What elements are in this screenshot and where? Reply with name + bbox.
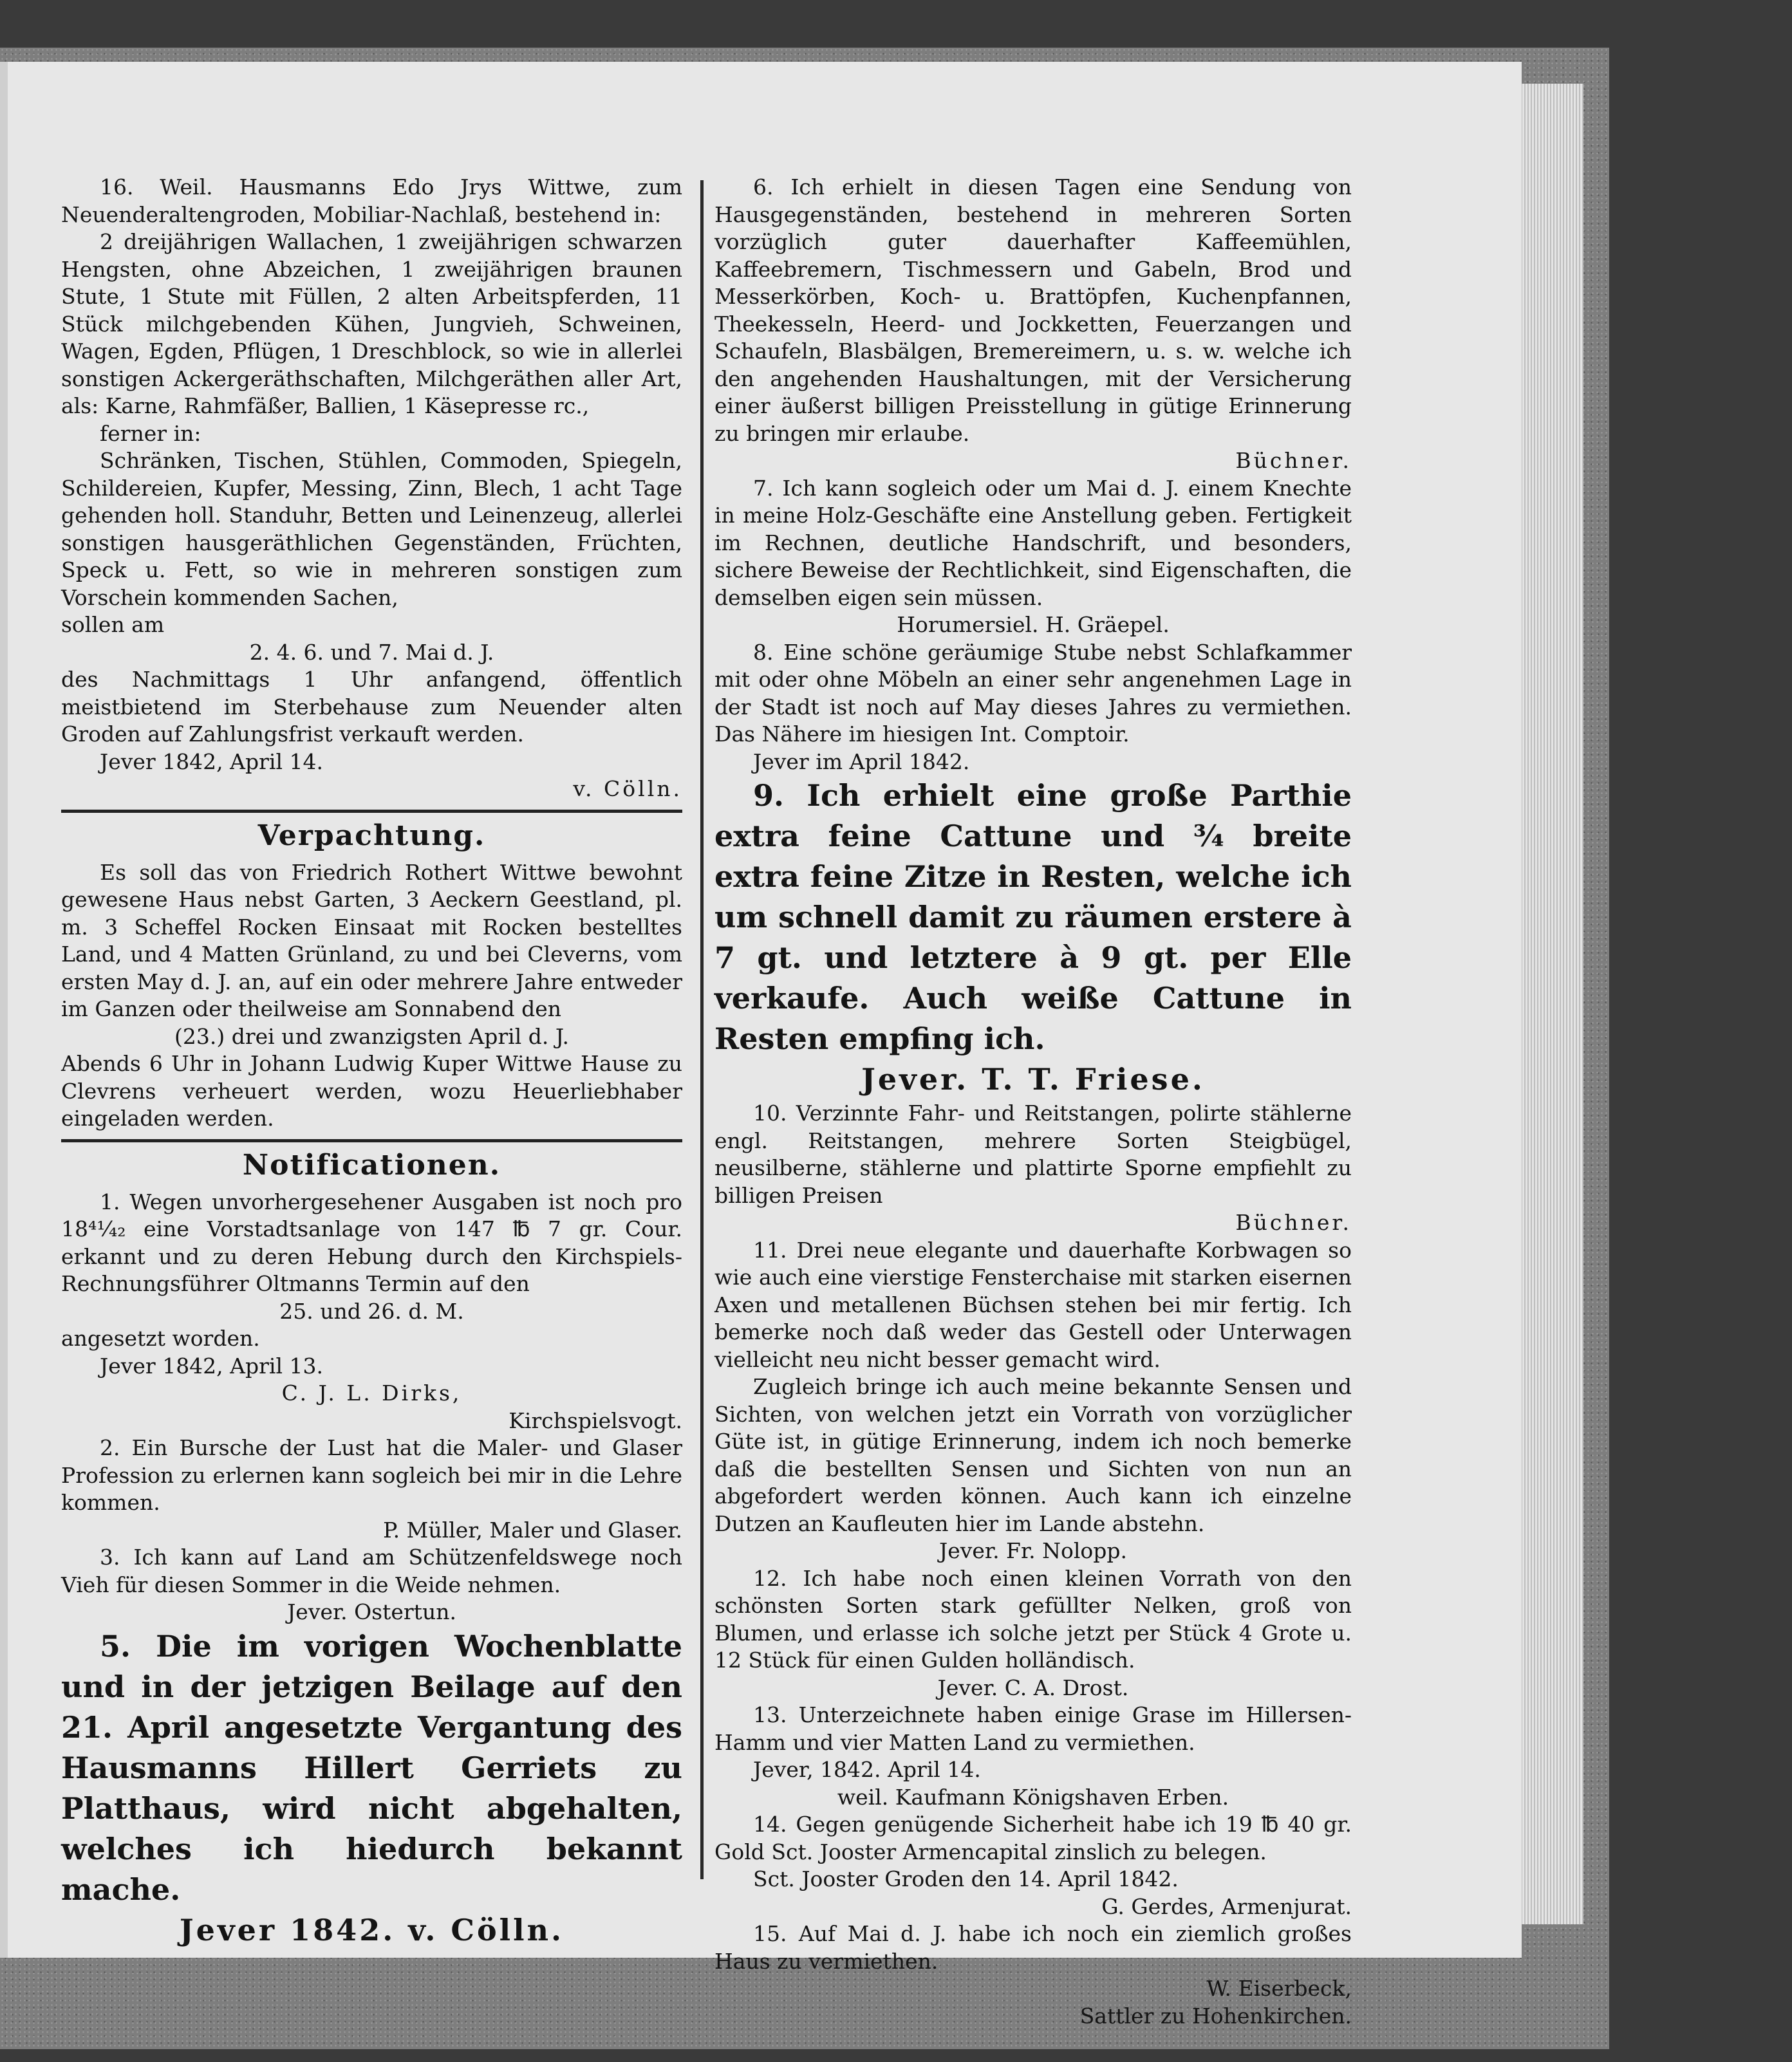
ad16-livestock: 2 dreijährigen Wallachen, 1 zweijährigen schwarzen Hengsten, ohne Abzeichen, 1 zweijährigen braunen Stute, 1 Stute mit Füllen, 2 alten Arbeitspferden, 11 Stück milchgebenden Kühen, Jungvieh, Schweinen, Wagen, Egden, Pflügen, 1 Dreschblock, so wie in allerlei sonstigen Ackergeräthschaften, Milchgeräthen aller Art, als: Karne, Rahmfäßer, Ballien, 1 Käsepresse rc., xyxy=(61,229,682,418)
notice-15-title: Sattler zu Hohenkirchen. xyxy=(1079,2003,1352,2029)
notice-12-signature: Jever. C. A. Drost. xyxy=(937,1675,1129,1700)
notice-11-text: 11. Drei neue elegante und dauerhafte Korbwagen so wie auch eine vierstige Fensterchaise mit starken eisernen Axen und metallenen Büchsen stehen bei mir fertig. Ich bemerke noch daß weder das Gestell oder Unterwagen vielleicht neu nicht besser gemacht wird. xyxy=(714,1237,1352,1372)
ad16-sollen: sollen am xyxy=(61,612,165,637)
ad16-signature: v. Cölln. xyxy=(573,776,682,801)
ad-16 xyxy=(61,174,682,803)
notice-1-text: 1. Wegen unvorhergesehener Ausgaben ist noch pro 18⁴¹⁄₄₂ eine Vorstadtsanlage von 147 ℔ 7 gr. Cour. erkannt und zu deren Hebung durch den Kirchspiels-Rechnungsführer Oltmanns Termin auf den xyxy=(61,1189,682,1296)
notice-7-signature: Horumersiel. H. Gräepel. xyxy=(897,612,1170,637)
notice-14-date: Sct. Jooster Groden den 14. April 1842. xyxy=(753,1866,1179,1891)
notice-6-text: 6. Ich erhielt in diesen Tagen eine Sendung von Hausgegenständen, bestehend in mehreren Sorten vorzüglich guter dauerhafter Kaffeemühlen, Kaffeebremern, Tischmessern und Gabeln, Brod und Messerkörben, Koch- u. Brattöpfen, Kuchenpfannen, Theekesseln, Heerd- und Jockketten, Feuerzangen und Schaufeln, Blasbälgen, Bremereimern, u. s. w. welche ich den angehenden Haushaltungen, mit der Versicherung einer äußerst billigen Preisstellung in gütige Erinnerung zu bringen mir erlaube. xyxy=(714,174,1352,446)
notice-9-text: 9. Ich erhielt eine große Parthie extra feine Cattune und ¾ breite extra feine Zitze in Resten, welche ich um schnell damit zu räumen erstere à 7 gt. und letztere à 9 gt. per Elle verkaufe. Auch weiße Cattune in Resten empfing ich. xyxy=(714,778,1352,1056)
notice-1-angesetzt: angesetzt worden. xyxy=(61,1326,260,1351)
notice-7-text: 7. Ich kann sogleich oder um Mai d. J. einem Knechte in meine Holz-Geschäfte eine Anstellung geben. Fertigkeit im Rechnen, deutliche Handschrift, und besonders, sichere Beweise der Rechtlichkeit, sind Eigenschaften, die demselben eigen sein müssen. xyxy=(714,475,1352,610)
column-divider xyxy=(700,180,704,1879)
notice-13-signature: weil. Kaufmann Königshaven Erben. xyxy=(837,1784,1229,1810)
notice-13-date: Jever, 1842. April 14. xyxy=(753,1757,981,1782)
section-rule xyxy=(61,810,682,813)
notice-13-text: 13. Unterzeichnete haben einige Grase im Hillersen-Hamm und vier Matten Land zu vermiethen. xyxy=(714,1702,1352,1755)
ad16-intro: 16. Weil. Hausmanns Edo Jrys Wittwe, zum Neuenderaltengroden, Mobiliar-Nachlaß, bestehend in: xyxy=(61,174,682,227)
verpachtung-heading: Verpachtung. xyxy=(257,819,486,852)
page-edges xyxy=(1519,84,1583,1924)
notice-2-signature: P. Müller, Maler und Glaser. xyxy=(383,1517,682,1543)
notice-6-signature: Büchner. xyxy=(1235,448,1352,473)
notice-9-signature: Jever. T. T. Friese. xyxy=(861,1062,1205,1097)
ad16-place-date: Jever 1842, April 14. xyxy=(100,748,323,774)
ad16-furniture: Schränken, Tischen, Stühlen, Commoden, Spiegeln, Schildereien, Kupfer, Messing, Zinn, Blech, 1 acht Tage gehenden holl. Standuhr, Betten und Leinenzeug, allerlei sonstigen hausgeräthlichen Gegenständen, Früchten, Speck u. Fett, so wie in mehreren sonstigen zum Vorschein kommenden Sachen, xyxy=(61,448,682,610)
notice-15-signature: W. Eiserbeck, xyxy=(1206,1976,1352,2001)
ad16-time: des Nachmittags 1 Uhr anfangend, öffentlich meistbietend im Sterbehause zum Neuender alten Groden auf Zahlungsfrist verkauft werden. xyxy=(61,667,682,747)
section-rule xyxy=(61,1139,682,1142)
section-notificationen xyxy=(61,1146,682,1951)
notice-14-signature: G. Gerdes, Armenjurat. xyxy=(1101,1893,1352,1919)
notice-1-place-date: Jever 1842, April 13. xyxy=(100,1353,323,1379)
notice-10-text: 10. Verzinnte Fahr- und Reitstangen, polirte stählerne engl. Reitstangen, mehrere Sorten Steigbügel, neusilberne, stählerne und plattirte Sporne empfiehlt zu billigen Preisen xyxy=(714,1101,1352,1208)
left-column xyxy=(61,174,682,1951)
verpachtung-closing: Abends 6 Uhr in Johann Ludwig Kuper Wittwe Hause zu Clevrens verheuert werden, wozu Heuerliebhaber eingeladen werden. xyxy=(61,1051,682,1131)
notice-11-text-2: Zugleich bringe ich auch meine bekannte Sensen und Sichten, von welchen jetzt ein Vorrath von vorzüglicher Güte ist, in gütige Erinnerung, indem ich noch bemerke daß die bestellten Sensen und Sichten von nun an abgefordert werden können. Auch kann ich einzelne Dutzen an Kaufleuten hier im Lande abstehn. xyxy=(714,1374,1352,1536)
verpachtung-text: Es soll das von Friedrich Rothert Wittwe bewohnt gewesene Haus nebst Garten, 3 Aeckern Geestland, pl. m. 3 Scheffel Rocken Einsaat mit Rocken bestelltes Land, und 4 Matten Grünland, zu und bei Cleverns, vom ersten May d. J. an, auf ein oder mehrere Jahre entweder im Ganzen oder theilweise am Sonnabend den xyxy=(61,859,682,1021)
notice-14-text: 14. Gegen genügende Sicherheit habe ich 19 ℔ 40 gr. Gold Sct. Jooster Armencapital zinslich zu belegen. xyxy=(714,1812,1352,1864)
notice-5-text: 5. Die im vorigen Wochenblatte und in der jetzigen Beilage auf den 21. April angesetzte Vergantung des Hausmanns Hillert Gerriets zu Platthaus, wird nicht abgehalten, welches ich hiedurch bekannt mache. xyxy=(61,1628,682,1907)
notice-3-signature: Jever. Ostertun. xyxy=(287,1599,456,1624)
notice-2-text: 2. Ein Bursche der Lust hat die Maler- und Glaser Profession zu erlernen kann sogleich bei mir in die Lehre kommen. xyxy=(61,1435,682,1515)
notice-1-dates: 25. und 26. d. M. xyxy=(279,1298,464,1324)
notice-1-signature: C. J. L. Dirks, xyxy=(281,1380,462,1406)
notice-8-date: Jever im April 1842. xyxy=(753,748,970,774)
notice-1-title: Kirchspielsvogt. xyxy=(509,1407,682,1433)
right-column xyxy=(714,174,1352,2030)
notice-3-text: 3. Ich kann auf Land am Schützenfeldswege noch Vieh für diesen Sommer in die Weide nehmen. xyxy=(61,1545,682,1597)
notice-10-signature: Büchner. xyxy=(1235,1210,1352,1235)
verpachtung-date: (23.) drei und zwanzigsten April d. J. xyxy=(174,1023,569,1049)
notice-5-signature: Jever 1842. v. Cölln. xyxy=(179,1912,565,1947)
notice-8-text: 8. Eine schöne geräumige Stube nebst Schlafkammer mit oder ohne Möbeln an einer sehr angenehmen Lage in der Stadt ist noch auf May dieses Jahres zu vermiethen. Das Nähere im hiesigen Int. Comptoir. xyxy=(714,639,1352,747)
notice-15-text: 15. Auf Mai d. J. habe ich noch ein ziemlich großes Haus zu vermiethen. xyxy=(714,1921,1352,1974)
notice-11-signature: Jever. Fr. Nolopp. xyxy=(939,1538,1127,1563)
notice-12-text: 12. Ich habe noch einen kleinen Vorrath von den schönsten Sorten stark gefüllter Nelken, groß von Blumen, und erlasse ich solche jetzt per Stück 4 Grote u. 12 Stück für einen Gulden holländisch. xyxy=(714,1565,1352,1673)
ad16-ferner: ferner in: xyxy=(100,420,201,446)
notificationen-heading: Notificationen. xyxy=(242,1148,501,1182)
ad16-dates: 2. 4. 6. und 7. Mai d. J. xyxy=(249,639,494,665)
section-verpachtung xyxy=(61,817,682,1133)
